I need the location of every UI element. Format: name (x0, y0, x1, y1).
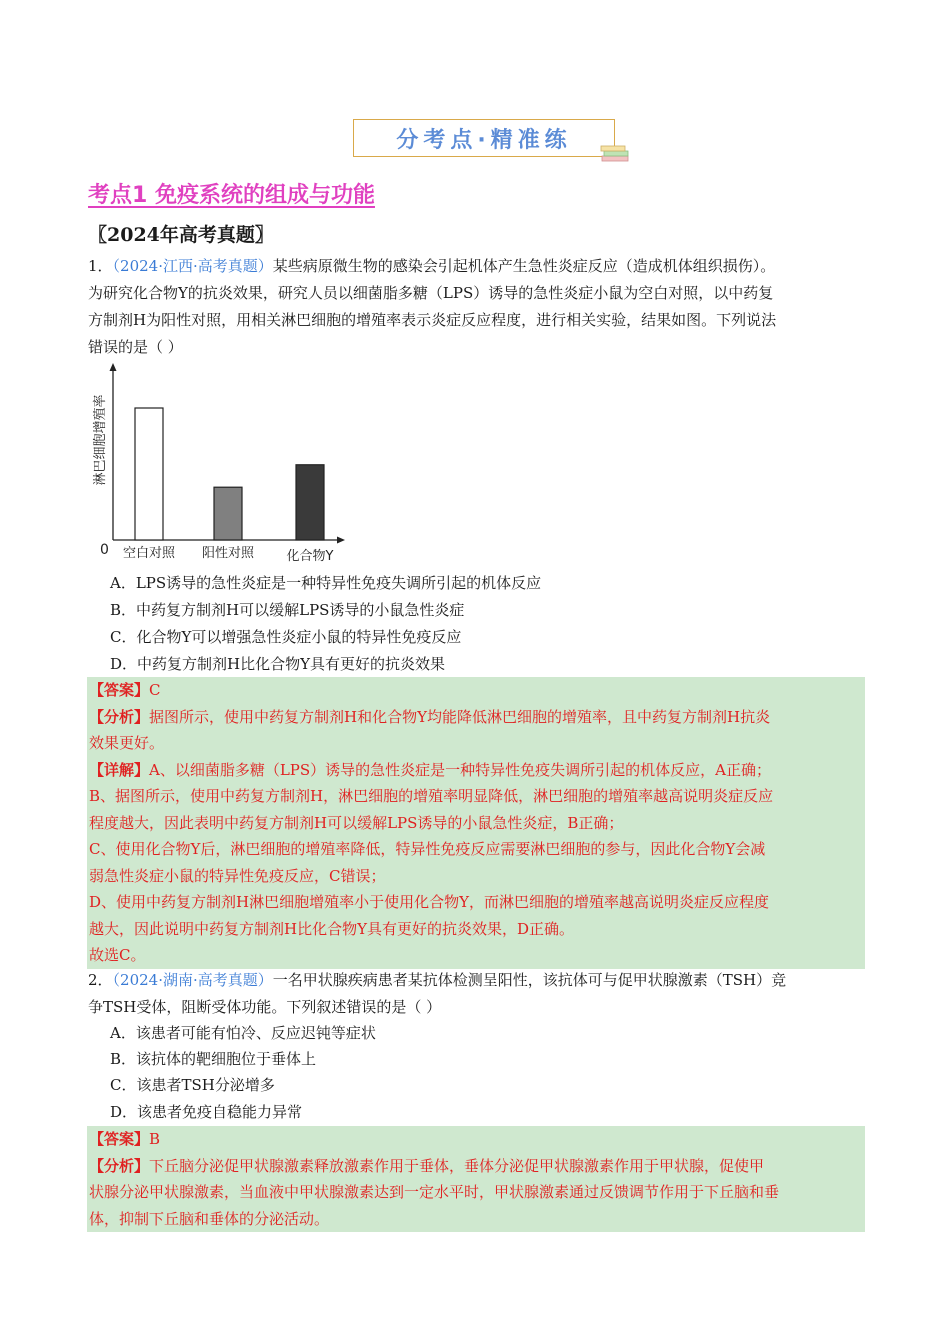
q2-line-1 (88, 967, 866, 994)
tick-label-positive-control: 阳性对照 (201, 546, 255, 561)
q1-detail-line-3: 程度越大，因此表明中药复方制剂H可以缓解LPS诱导的小鼠急性炎症，B正确； (89, 813, 624, 832)
q1-option-b: B．中药复方制剂H可以缓解LPS诱导的小鼠急性炎症 (110, 601, 465, 619)
q1-analysis-line-2: 效果更好。 (89, 734, 165, 752)
q2-analysis-line-2: 状腺分泌甲状腺激素，当血液中甲状腺激素达到一定水平时，甲状腺激素通过反馈调节作用于下丘脑和垂 (89, 1183, 780, 1201)
q1-detail-line-4: C、使用化合物Y后，淋巴细胞的增殖率降低，特异性免疫反应需要淋巴细胞的参与，因此化合物Y会减 (89, 840, 766, 858)
q2-text-1: 一名甲状腺疾病患者某抗体检测呈阳性，该抗体可与促甲状腺激素（TSH）竞 (272, 971, 787, 989)
q1-analysis-tag: 【分析】 (89, 707, 150, 726)
q1-detail-line-5: 弱急性炎症小鼠的特异性免疫反应，C错误； (89, 866, 386, 885)
q1-line-3: 方制剂H为阳性对照，用相关淋巴细胞的增殖率表示炎症反应程度，进行相关实验，结果如图。下列说法 (88, 311, 777, 329)
q2-analysis-text-1: 下丘脑分泌促甲状腺激素释放激素作用于垂体，垂体分泌促甲状腺激素作用于甲状腺，促使甲 (149, 1156, 765, 1175)
q1-answer-line (89, 677, 863, 704)
q1-answer-tag: 【答案】 (89, 681, 150, 699)
q1-text-1: 某些病原微生物的感染会引起机体产生急性炎症反应（造成机体组织损伤）。 (272, 257, 776, 275)
q1-conclusion: 故选C。 (89, 946, 146, 964)
bar-compound-y (296, 465, 324, 540)
q2-analysis-tag: 【分析】 (89, 1156, 150, 1175)
q1-line-4: 错误的是（ ） (88, 338, 183, 356)
q1-answer-value: C (149, 681, 161, 699)
subsection-title: 〖2024年高考真题〗 (88, 224, 274, 246)
q2-answer-box (87, 1126, 865, 1232)
q2-answer-line (89, 1126, 863, 1153)
q2-analysis-line-1 (89, 1153, 863, 1180)
q1-detail-line-6: D、使用中药复方制剂H淋巴细胞增殖率小于使用化合物Y，而淋巴细胞的增殖率越高说明炎症反应程度 (89, 893, 770, 911)
q1-number: 1． (88, 257, 113, 275)
bar-chart (88, 362, 358, 567)
section-title: 考点1 免疫系统的组成与功能 (88, 183, 375, 208)
q1-option-d: D．中药复方制剂H比化合物Y具有更好的抗炎效果 (110, 655, 446, 673)
q2-answer-value: B (149, 1130, 161, 1148)
origin-label: 0 (100, 542, 109, 558)
q1-detail-tag: 【详解】 (89, 760, 150, 779)
q2-option-d: D．该患者免疫自稳能力异常 (110, 1103, 303, 1121)
q2-number: 2． (88, 971, 113, 989)
y-axis-arrow (110, 363, 117, 371)
q2-analysis-line-3: 体，抑制下丘脑和垂体的分泌活动。 (89, 1209, 330, 1228)
q2-line-2: 争TSH受体，阻断受体功能。下列叙述错误的是（ ） (88, 998, 442, 1016)
q1-detail-line-1 (89, 757, 863, 784)
q1-line-1 (88, 253, 866, 280)
q1-detail-line-2: B、据图所示，使用中药复方制剂H，淋巴细胞的增殖率明显降低，淋巴细胞的增殖率越高说明炎症反应 (89, 787, 774, 805)
section-banner (353, 119, 615, 157)
bar-positive-control (214, 487, 242, 540)
banner-text: 分考点·精准练 (396, 127, 572, 153)
bar-blank-control (135, 408, 163, 540)
q1-option-a: A．LPS诱导的急性炎症是一种特异性免疫失调所引起的机体反应 (110, 574, 542, 592)
x-axis-arrow (337, 537, 345, 544)
q2-option-c: C．该患者TSH分泌增多 (110, 1076, 275, 1094)
tick-label-blank-control: 空白对照 (122, 546, 176, 561)
books-icon (598, 140, 634, 166)
q2-option-a: A．该患者可能有怕冷、反应迟钝等症状 (110, 1024, 376, 1042)
q1-detail-text-1: A、以细菌脂多糖（LPS）诱导的急性炎症是一种特异性免疫失调所引起的机体反应，A正确； (149, 760, 772, 779)
q1-answer-box (87, 677, 865, 969)
q1-detail-line-7: 越大，因此说明中药复方制剂H比化合物Y具有更好的抗炎效果，D正确。 (89, 919, 575, 938)
q2-source: （2024·湖南·高考真题） (112, 971, 273, 989)
tick-label-compound-y: 化合物Y (286, 549, 334, 564)
q1-source: （2024·江西·高考真题） (112, 257, 273, 275)
y-axis-label: 淋巴细胞增殖率 (93, 394, 108, 486)
q2-option-b: B．该抗体的靶细胞位于垂体上 (110, 1050, 317, 1068)
q2-answer-tag: 【答案】 (89, 1130, 150, 1148)
q1-analysis-line-1 (89, 704, 863, 731)
q1-option-c: C．化合物Y可以增强急性炎症小鼠的特异性免疫反应 (110, 628, 462, 646)
q1-analysis-text-1: 据图所示，使用中药复方制剂H和化合物Y均能降低淋巴细胞的增殖率，且中药复方制剂H抗炎 (149, 707, 771, 726)
q1-line-2: 为研究化合物Y的抗炎效果，研究人员以细菌脂多糖（LPS）诱导的急性炎症小鼠为空白对照，以中药复 (88, 284, 774, 302)
